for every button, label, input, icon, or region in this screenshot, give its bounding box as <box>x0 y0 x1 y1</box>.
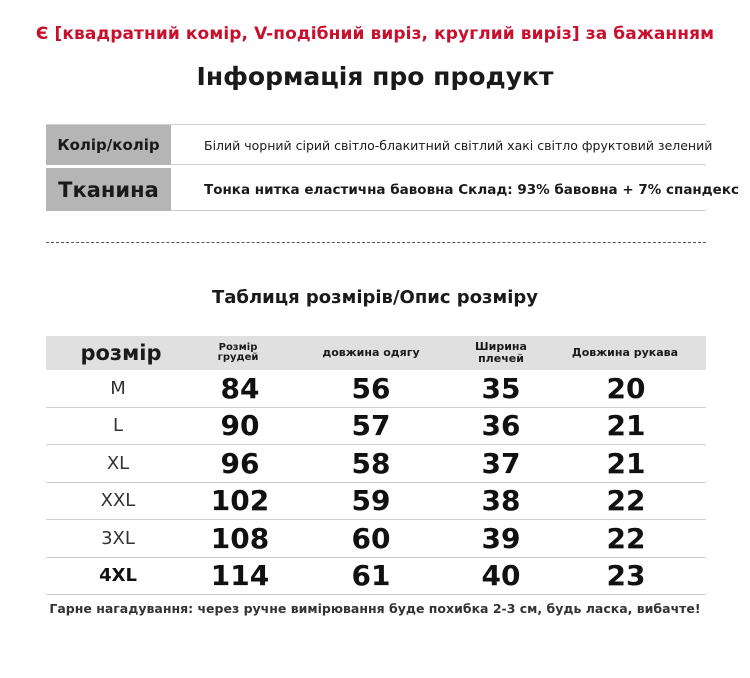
info-row-color <box>46 125 713 165</box>
header-shoulder: Ширина плечей <box>475 340 527 365</box>
options-notice: Є [квадратний комір, V-подібний виріз, круглий виріз] за бажанням <box>35 24 715 44</box>
table-row <box>46 408 706 446</box>
divider <box>171 210 706 211</box>
header-chest: Розмір грудей <box>217 341 259 363</box>
cell-chest: 84 <box>220 371 260 405</box>
cell-sleeve: 21 <box>606 409 646 443</box>
size-table-body <box>46 370 706 595</box>
cell-sleeve: 20 <box>606 371 646 405</box>
cell-sleeve: 22 <box>606 484 646 518</box>
cell-sleeve: 21 <box>606 446 646 480</box>
cell-size: XXL <box>100 490 136 512</box>
cell-shoulder: 35 <box>481 371 521 405</box>
info-value-color: Білий чорний сірий світло-блакитний світлий хакі світло фруктовий зелений <box>204 137 713 153</box>
cell-size: XL <box>106 452 130 474</box>
cell-shoulder: 37 <box>481 446 521 480</box>
size-table <box>46 336 706 595</box>
info-label-color: Колір/колір <box>46 125 171 165</box>
info-value-fabric: Тонка нитка еластична бавовна Склад: 93% бавовна + 7% спандекс <box>204 181 739 198</box>
cell-length: 61 <box>351 559 391 593</box>
cell-sleeve: 23 <box>606 559 646 593</box>
divider <box>171 164 706 165</box>
cell-shoulder: 39 <box>481 521 521 555</box>
cell-size: 3XL <box>101 527 135 549</box>
cell-chest: 96 <box>220 446 260 480</box>
table-row <box>46 520 706 558</box>
cell-size: M <box>110 377 126 399</box>
info-row-fabric <box>46 168 739 211</box>
header-length: довжина одягу <box>322 346 420 360</box>
cell-sleeve: 22 <box>606 521 646 555</box>
size-table-title: Таблиця розмірів/Опис розміру <box>211 287 539 308</box>
cell-shoulder: 40 <box>481 559 521 593</box>
cell-shoulder: 38 <box>481 484 521 518</box>
cell-length: 57 <box>351 409 391 443</box>
cell-chest: 108 <box>210 521 270 555</box>
table-row <box>46 445 706 483</box>
cell-length: 56 <box>351 371 391 405</box>
measurement-footnote: Гарне нагадування: через ручне вимірювання буде похибка 2-3 см, будь ласка, вибачте! <box>49 601 701 616</box>
cell-size: 4XL <box>99 565 137 587</box>
header-sleeve: Довжина рукава <box>571 346 679 360</box>
cell-chest: 102 <box>210 484 270 518</box>
info-label-fabric: Тканина <box>46 168 171 211</box>
table-row <box>46 370 706 408</box>
cell-chest: 114 <box>210 559 270 593</box>
table-row <box>46 558 706 596</box>
cell-length: 58 <box>351 446 391 480</box>
cell-length: 59 <box>351 484 391 518</box>
cell-shoulder: 36 <box>481 409 521 443</box>
table-row <box>46 483 706 521</box>
product-info-title: Інформація про продукт <box>196 62 554 91</box>
dashed-divider <box>46 242 706 243</box>
cell-length: 60 <box>351 521 391 555</box>
size-table-header <box>46 336 706 370</box>
cell-size: L <box>112 415 124 437</box>
header-size: розмір <box>80 340 162 365</box>
cell-chest: 90 <box>220 409 260 443</box>
